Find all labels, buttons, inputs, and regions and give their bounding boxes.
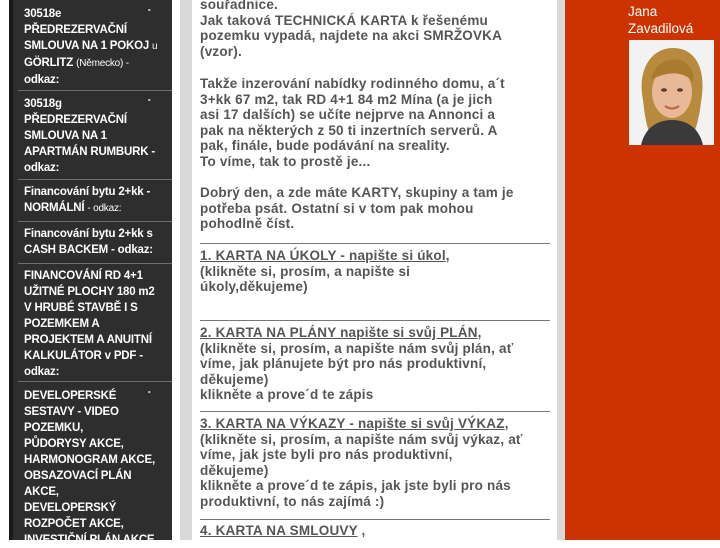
card-title[interactable]: 1. KARTA NA ÚKOLY - napište si úkol, [200,248,450,263]
sidebar-item-line: SMLOUVA NA 1 [24,130,107,142]
sidebar-divider [18,263,172,264]
section-divider [200,519,550,520]
sidebar-item-line: INVESTIČNÍ PLÁN AKCE [24,534,155,546]
sidebar-item-line: SESTAVY - VIDEO [24,406,119,418]
sidebar-item-financing-rd[interactable] [24,268,170,380]
text-line: pohodlně číst. [200,216,295,231]
content-gutter-right [557,0,565,540]
card-title[interactable]: 3. KARTA NA VÝKAZY - napište si svůj VÝKAZ, [200,416,509,431]
sidebar-item-line: KALKULÁTOR v PDF - [24,350,143,362]
section-divider [200,411,550,412]
paragraph-technical-card [200,0,550,59]
text-line: Jak taková TECHNICKÁ KARTA k řešenému [200,12,488,28]
sidebar-item-line: V HRUBÉ STAVBĚ I S [24,302,138,314]
sidebar-item-line: PROJEKTEM A ANUITNÍ [24,334,152,346]
sidebar-item-line: ROZPOČET AKCE, [24,518,124,530]
text-line: víme, jak plánujete být pro nás produktivní, [200,356,487,371]
author-last-name: Zavadilová [628,21,694,36]
text-line: (klikněte si, prosím, a napište si [200,263,411,279]
text-line: souřadnice. [200,0,278,12]
paragraph-advertising [200,76,550,169]
sidebar-item-developer-sets[interactable] [24,388,170,548]
author-first-name: Jana [628,4,658,19]
sidebar-divider [18,179,172,180]
text-line: děkujeme) [200,462,269,478]
sidebar-item-line: UŽITNÉ PLOCHY 180 m2 [24,286,155,298]
sidebar-edge [9,0,13,540]
sidebar-divider [18,381,172,382]
text-line: produktivní, to nás zajímá :) [200,493,385,509]
author-name [628,3,693,37]
sidebar-item-financing-cashback[interactable] [24,226,170,258]
card-contracts[interactable] [200,523,550,539]
sidebar-item-gorlitz-contract[interactable] [24,6,170,88]
text-line: (klikněte si, prosím, a napište nám svůj plán, ať [200,340,514,356]
sidebar-item-line: POZEMKEM A [24,318,100,330]
card-title[interactable]: 4. KARTA NA SMLOUVY , [200,523,366,538]
bullet-icon: ˚ [148,390,151,400]
text-line: pozemku vypadá, najdete na akci SMRŽOVKA [200,28,503,43]
text-line: potřeba psát. Ostatní si v tom pak mohou [200,200,474,216]
text-line: 3+kk 67 m2, tak RD 4+1 84 m2 Mína (a je jich [200,91,493,107]
sidebar-divider [18,221,172,222]
card-title[interactable]: 2. KARTA NA PLÁNY napište si svůj PLÁN, [200,325,482,340]
bullet-icon: ˚ [148,98,151,108]
sidebar-item-line: PŮDORYSY AKCE, [24,438,124,450]
text-line: asi 17 dalších) se učíte nejprve na Annonci a [200,107,496,122]
text-line: víme, jak jste byli pro nás produktivní, [200,447,453,462]
author-panel [565,0,720,540]
main-content [192,0,557,540]
card-tasks[interactable] [200,248,550,295]
sidebar-item-code: 30518g [24,98,62,110]
sidebar-item-link[interactable]: odkaz: [24,366,60,378]
sidebar-item-line: DEVELOPERSKÝ [24,502,117,514]
text-line: pak, finále, bude podávání na sreality. [200,138,450,153]
text-line[interactable]: klikněte a prove´d te zápis [200,387,374,402]
sidebar-item-line: POZEMKU, [24,422,84,434]
sidebar-item-line: NORMÁLNÍ - odkaz: [24,202,122,214]
section-divider [200,243,550,244]
avatar [629,40,714,145]
text-line: děkujeme) [200,371,269,387]
sidebar-item-line: Financování bytu 2+kk - [24,186,151,198]
sidebar-item-line: HARMONOGRAM AKCE, [24,454,155,466]
sidebar-item-rumburk-contract[interactable] [24,96,170,176]
text-line: Takže inzerování nabídky rodinného domu, a´t [200,76,505,91]
sidebar-item-link[interactable]: odkaz: [24,74,60,86]
text-line: úkoly,děkujeme) [200,279,308,294]
text-line: (vzor). [200,43,242,59]
sidebar-item-line: Financování bytu 2+kk s [24,228,153,240]
sidebar-divider [18,90,172,91]
sidebar [0,0,180,546]
sidebar-item-line: PŘEDREZERVAČNÍ [24,114,127,126]
sidebar-item-line: DEVELOPERSKÉ [24,390,117,402]
sidebar-item-line: FINANCOVÁNÍ RD 4+1 [24,270,143,282]
card-plans[interactable] [200,325,550,403]
sidebar-item-line: GÖRLITZ (Německo) - [24,57,129,69]
card-reports[interactable] [200,416,550,509]
paragraph-cards-intro [200,185,550,232]
sidebar-item-line: APARTMÁN RUMBURK - [24,146,155,158]
text-line: (klikněte si, prosím, a napište nám svůj výkaz, ať [200,431,523,447]
sidebar-item-line: PŘEDREZERVAČNÍ [24,24,127,36]
sidebar-item-line: SMLOUVA NA 1 POKOJ u [24,40,158,52]
avatar-portrait-icon [629,40,714,145]
section-divider [200,320,550,321]
text-line[interactable]: klikněte a prove´d te zápis, jak jste byli pro nás [200,478,511,493]
sidebar-item-line: CASH BACKEM - odkaz: [24,244,153,256]
content-gutter-left [180,0,192,540]
bullet-icon: ˚ [148,8,151,18]
sidebar-item-link[interactable]: odkaz: [24,162,60,174]
text-line: Dobrý den, a zde máte KARTY, skupiny a tam je [200,185,514,200]
sidebar-item-line: AKCE, [24,486,59,498]
text-line: To víme, tak to prostě je... [200,153,371,169]
sidebar-item-financing-normal[interactable] [24,184,170,217]
text-line: pak na některých z 50 ti inzertních serverů. A [200,122,498,138]
sidebar-item-line: OBSAZOVACÍ PLÁN [24,470,132,482]
sidebar-item-code: 30518e [24,8,62,20]
